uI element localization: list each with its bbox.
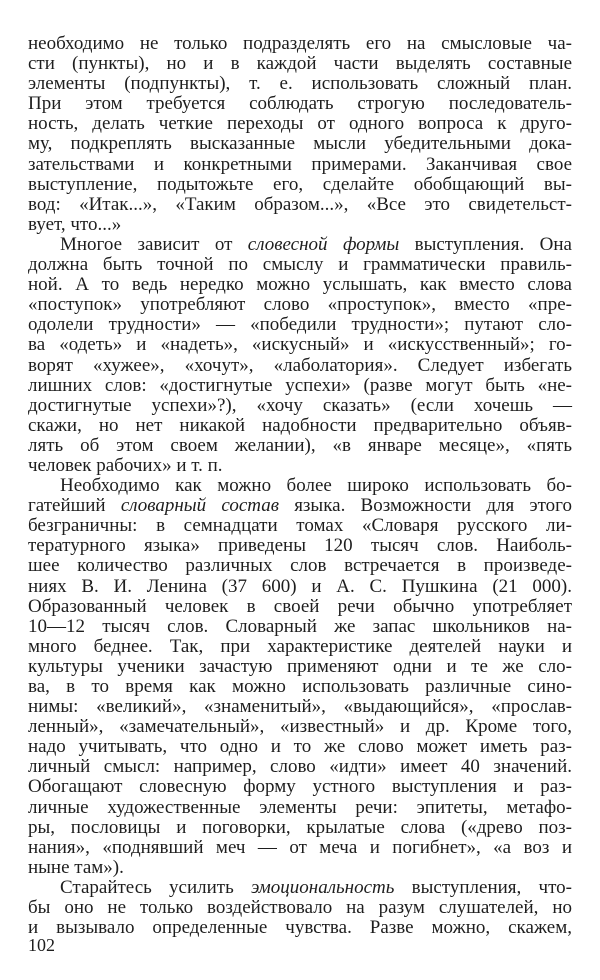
text-line [28,275,572,295]
text-line [28,818,572,838]
text-segment: ленный», «замечательный», «известный» и др. Кроме того, [28,716,572,738]
text-segment: безграничны: в семнадцати томах «Словаря русского ли- [28,515,572,537]
text-line [28,697,572,717]
text-segment: нимы: «великий», «знаменитый», «выдающийся», «прослав- [28,696,572,718]
text-line [28,677,572,697]
italic-text: словесной формы [247,233,400,255]
text-line [28,376,572,396]
text-segment: Старайтесь усилить [60,876,252,898]
text-line [28,315,572,335]
text-segment: элементы (подпункты), т. е. использовать сложный план. [28,73,572,95]
text-line [28,416,572,436]
text-segment: личный смысл: например, слово «идти» имеет 40 значений. [28,756,572,778]
text-line [28,496,572,516]
text-line [28,577,572,597]
text-line [28,798,572,818]
text-segment: ва, в то время как можно использовать различные сино- [28,676,572,697]
text-line [28,918,572,938]
text-line [28,757,572,777]
text-line [28,516,572,536]
text-line [28,617,572,637]
text-segment: гатейший [28,495,121,517]
text-segment: Образованный человек в своей речи обычно употребляет [28,595,572,617]
text-segment: личные художественные элементы речи: эпитеты, метафо- [28,796,572,818]
text-line [28,295,572,315]
text-segment: и вызывало определенные чувства. Разве можно, скажем, [28,917,572,939]
text-segment: Обогащают словесную форму устного выступления и раз- [28,776,572,798]
text-segment: шее количество различных слов встречается в произведе- [28,555,572,577]
text-line [28,74,572,94]
paragraph [28,878,572,938]
text-line [28,155,572,175]
text-segment: надо учитывать, что одно и то же слово может иметь раз- [28,736,572,758]
text-line [28,878,572,898]
text-segment: необходимо не только подразделять его на смысловые ча- [28,33,572,54]
text-line [28,396,572,416]
italic-text: эмоциональность [251,876,395,898]
text-segment: человек рабочих» и т. п. [28,454,223,476]
text-segment: скажи, но нет никакой надобности предварительно объяв- [28,414,572,436]
text-segment: вод: «Итак...», «Таким образом...», «Все это свидетельст- [28,193,572,215]
text-line [28,175,572,195]
text-line [28,476,572,496]
book-page-text [28,34,572,938]
text-line [28,456,572,476]
text-segment: достигнутые успехи»?), «хочу сказать» (если хочешь — [28,394,572,416]
text-line [28,536,572,556]
text-segment: сти (пункты), но и в каждой части выделять составные [28,53,572,75]
text-line [28,195,572,215]
text-segment: ворят «хужее», «хочут», «лаболатория». Следует избегать [28,354,572,376]
text-segment: ниях В. И. Ленина (37 600) и А. С. Пушкина (21 000). [28,575,572,597]
text-segment: тературного языка» приведены 120 тысяч слов. Наиболь- [28,535,572,557]
text-segment: бы оно не только воздействовало на разум слушателей, но [28,897,572,919]
paragraph [28,235,572,476]
text-line [28,134,572,154]
text-segment: языка. Возможности для этого [278,495,572,517]
text-line [28,637,572,657]
text-line [28,335,572,355]
paragraph [28,34,572,235]
text-segment: При этом требуется соблюдать строгую последователь- [28,93,572,115]
text-segment: должна быть точной по смыслу и грамматически правиль- [28,254,572,276]
text-segment: одолели трудности» — «победили трудности»; путают сло- [28,314,572,336]
text-segment: ныне там»). [28,856,124,878]
text-line [28,657,572,677]
text-segment: выступления. Она [399,233,572,255]
text-line [28,34,572,54]
text-segment: нания», «поднявший меч — от меча и погибнет», «а воз и [28,836,572,858]
text-line [28,898,572,918]
text-segment: культуры ученики зачастую применяют одни и те же сло- [28,655,572,677]
text-line [28,717,572,737]
page-number: 102 [28,935,55,955]
text-line [28,858,572,878]
text-line [28,838,572,858]
text-line [28,356,572,376]
text-segment: ной. А то ведь нередко можно услышать, как вместо слова [28,274,572,296]
text-segment: ры, пословицы и поговорки, крылатые слова («древо поз- [28,816,572,838]
text-segment: зательствами и конкретными примерами. Заканчивая свое [28,153,572,175]
text-segment: Многое зависит от [60,233,248,255]
text-line [28,114,572,134]
text-segment: выступление, подытожьте его, сделайте обобщающий вы- [28,173,572,195]
text-segment: вует, что...» [28,213,122,235]
text-line [28,54,572,74]
text-segment: лять об этом своем желании), «в январе месяце», «пять [28,434,572,456]
text-segment: много беднее. Так, при характеристике деятелей науки и [28,635,572,657]
text-segment: 10—12 тысяч слов. Словарный же запас школьников на- [28,615,572,637]
text-line [28,235,572,255]
text-line [28,255,572,275]
text-line [28,436,572,456]
text-segment: ность, делать четкие переходы от одного вопроса к друго- [28,113,572,135]
text-line [28,215,572,235]
italic-text: словарный состав [120,495,279,517]
text-segment: му, подкреплять высказанные мысли убедительными дока- [28,133,572,155]
text-line [28,737,572,757]
text-segment: ва «одеть» и «надеть», «искусный» и «искусственный»; го- [28,334,572,356]
text-segment: лишних слов: «достигнутые успехи» (разве могут быть «не- [28,374,572,396]
text-line [28,94,572,114]
text-line [28,597,572,617]
text-segment: выступления, что- [394,876,572,898]
text-line [28,556,572,576]
text-segment: Необходимо как можно более широко использовать бо- [60,475,572,497]
text-line [28,777,572,797]
paragraph [28,476,572,878]
text-segment: «поступок» употребляют слово «проступок», вместо «пре- [28,294,572,316]
